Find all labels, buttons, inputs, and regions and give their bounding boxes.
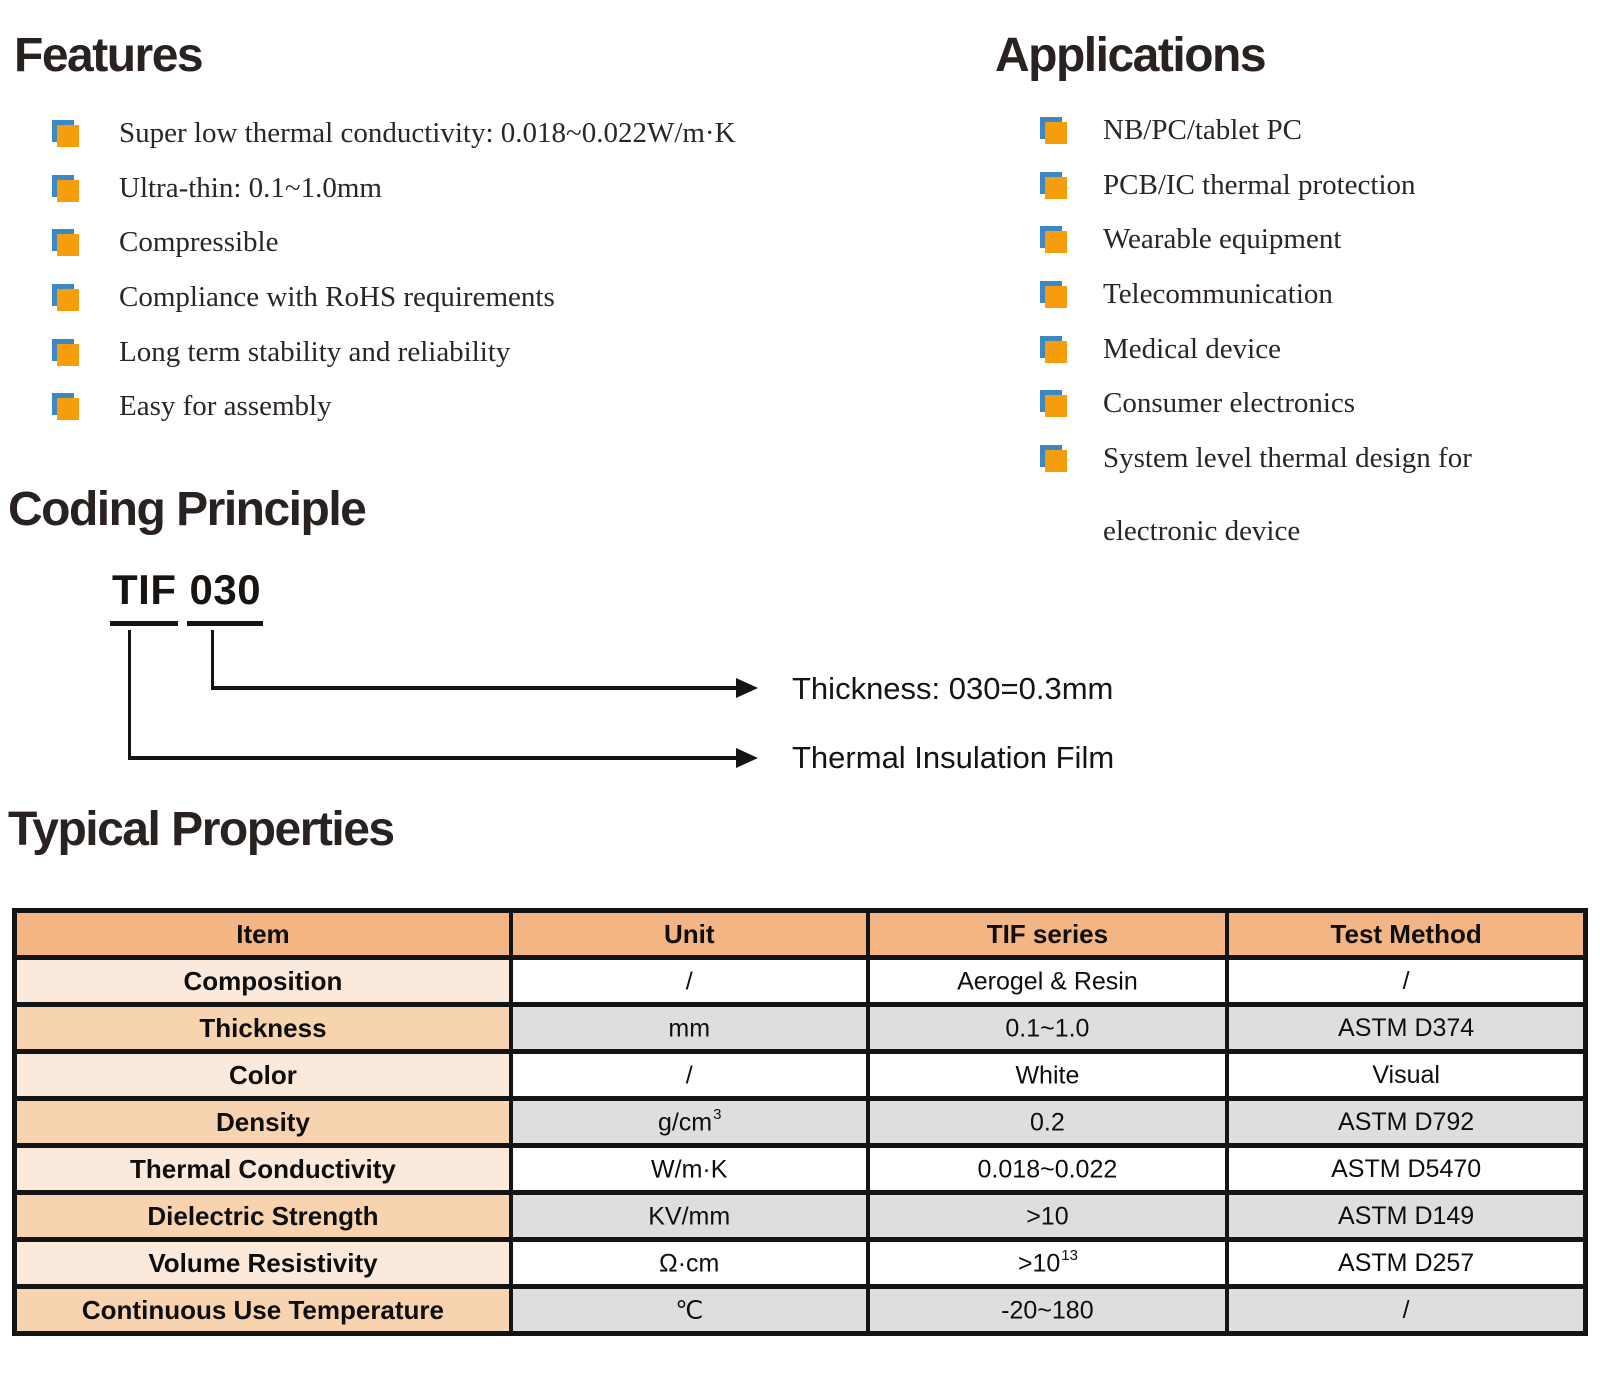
table-row	[15, 1005, 1586, 1052]
feature-item-text: Compliance with RoHS requirements	[119, 280, 555, 313]
application-item	[1040, 376, 1472, 431]
application-item	[1040, 322, 1472, 377]
cell-method: ASTM D5470	[1227, 1146, 1585, 1193]
square-bullet-icon	[1040, 336, 1067, 363]
unit-text: g/cm	[657, 1108, 713, 1137]
value-text: White	[1015, 1061, 1080, 1090]
diagram-vertical-line-suffix	[211, 630, 214, 690]
arrow-right-icon	[736, 748, 758, 768]
table-row	[15, 1193, 1586, 1240]
diagram-horizontal-line-film	[128, 756, 738, 760]
square-bullet-icon	[52, 284, 79, 311]
cell-method: ASTM D374	[1227, 1005, 1585, 1052]
cell-method: /	[1227, 1287, 1585, 1334]
cell-unit	[511, 1052, 868, 1099]
table-header-row	[15, 911, 1586, 958]
cell-unit	[511, 1005, 868, 1052]
application-item-text: Telecommunication	[1103, 277, 1333, 310]
cell-value	[868, 1099, 1228, 1146]
cell-method: ASTM D149	[1227, 1193, 1585, 1240]
applications-list	[1040, 103, 1472, 559]
square-bullet-icon	[52, 339, 79, 366]
table-row	[15, 1052, 1586, 1099]
table-row	[15, 1287, 1586, 1334]
cell-method: ASTM D792	[1227, 1099, 1585, 1146]
cell-method: ASTM D257	[1227, 1240, 1585, 1287]
cell-unit	[511, 1240, 868, 1287]
square-bullet-icon	[52, 393, 79, 420]
cell-value	[868, 1146, 1228, 1193]
cell-unit	[511, 958, 868, 1005]
cell-unit	[511, 1193, 868, 1240]
feature-item-text: Long term stability and reliability	[119, 335, 511, 368]
application-item-continuation	[1040, 504, 1472, 559]
table-row	[15, 1240, 1586, 1287]
application-item	[1040, 103, 1472, 158]
header-item: Item	[15, 911, 511, 958]
cell-item: Dielectric Strength	[15, 1193, 511, 1240]
cell-item: Thermal Conductivity	[15, 1146, 511, 1193]
unit-text: ℃	[675, 1296, 704, 1325]
feature-item	[52, 215, 736, 270]
feature-item	[52, 270, 736, 325]
value-text: Aerogel & Resin	[957, 967, 1138, 996]
square-bullet-icon	[1040, 117, 1067, 144]
square-bullet-icon	[52, 120, 79, 147]
cell-method: Visual	[1227, 1052, 1585, 1099]
coding-principle-title: Coding Principle	[8, 483, 366, 536]
properties-table	[12, 908, 1588, 1336]
feature-item	[52, 161, 736, 216]
applications-title: Applications	[995, 29, 1266, 82]
application-item-text: Wearable equipment	[1103, 223, 1342, 256]
cell-item: Color	[15, 1052, 511, 1099]
header-tif-series: TIF series	[868, 911, 1228, 958]
film-label: Thermal Insulation Film	[792, 740, 1115, 775]
feature-item	[52, 106, 736, 161]
square-bullet-icon	[1040, 390, 1067, 417]
application-item-text: Consumer electronics	[1103, 387, 1356, 420]
cell-value	[868, 1240, 1228, 1287]
header-test-method: Test Method	[1227, 911, 1585, 958]
unit-text: /	[685, 967, 693, 996]
unit-text: W/m·K	[651, 1155, 728, 1184]
application-item-text: Medical device	[1103, 332, 1281, 365]
value-text: >10	[1026, 1202, 1069, 1231]
application-item	[1040, 212, 1472, 267]
cell-unit	[511, 1287, 868, 1334]
cell-item: Volume Resistivity	[15, 1240, 511, 1287]
cell-value	[868, 1287, 1228, 1334]
cell-value	[868, 1193, 1228, 1240]
cell-item: Composition	[15, 958, 511, 1005]
unit-text: KV/mm	[648, 1202, 731, 1231]
application-item	[1040, 267, 1472, 322]
application-item-text: NB/PC/tablet PC	[1103, 113, 1303, 146]
cell-value	[868, 1005, 1228, 1052]
cell-item: Continuous Use Temperature	[15, 1287, 511, 1334]
table-row	[15, 1099, 1586, 1146]
application-item	[1040, 431, 1472, 486]
product-code	[110, 566, 263, 626]
cell-method: /	[1227, 958, 1585, 1005]
unit-text: Ω·cm	[659, 1249, 720, 1278]
square-bullet-icon	[52, 175, 79, 202]
cell-value	[868, 1052, 1228, 1099]
table-row	[15, 958, 1586, 1005]
application-item-text: electronic device	[1103, 514, 1301, 547]
unit-text: mm	[668, 1014, 711, 1043]
value-text: -20~180	[1001, 1296, 1094, 1325]
cell-item: Thickness	[15, 1005, 511, 1052]
unit-text: /	[685, 1061, 693, 1090]
cell-value	[868, 958, 1228, 1005]
value-text: 0.2	[1030, 1108, 1065, 1137]
square-bullet-icon	[1040, 172, 1067, 199]
code-prefix: TIF	[110, 566, 178, 626]
application-item	[1040, 158, 1472, 213]
application-item-text: PCB/IC thermal protection	[1103, 168, 1416, 201]
code-suffix: 030	[187, 566, 263, 626]
feature-item-text: Easy for assembly	[119, 390, 332, 423]
features-list	[52, 106, 736, 434]
value-text: 0.1~1.0	[1005, 1014, 1090, 1043]
feature-item-text: Ultra-thin: 0.1~1.0mm	[119, 171, 382, 204]
features-title: Features	[14, 29, 203, 82]
arrow-right-icon	[736, 678, 758, 698]
feature-item	[52, 325, 736, 380]
square-bullet-icon	[1040, 226, 1067, 253]
value-text: >10	[1017, 1249, 1061, 1278]
value-text: 0.018~0.022	[977, 1155, 1118, 1184]
table-row	[15, 1146, 1586, 1193]
application-item-text: System level thermal design for	[1103, 441, 1472, 474]
feature-item	[52, 379, 736, 434]
cell-unit	[511, 1099, 868, 1146]
diagram-horizontal-line-thickness	[211, 686, 738, 690]
diagram-vertical-line-prefix	[128, 630, 131, 759]
feature-item-text: Super low thermal conductivity: 0.018~0.022W/m·K	[119, 116, 736, 149]
square-bullet-icon	[1040, 445, 1067, 472]
feature-item-text: Compressible	[119, 226, 279, 259]
cell-item: Density	[15, 1099, 511, 1146]
square-bullet-icon	[1040, 281, 1067, 308]
cell-unit	[511, 1146, 868, 1193]
typical-properties-title: Typical Properties	[8, 803, 394, 856]
square-bullet-icon	[52, 229, 79, 256]
value-sup: 13	[1061, 1246, 1078, 1264]
thickness-label: Thickness: 030=0.3mm	[792, 671, 1114, 706]
header-unit: Unit	[511, 911, 868, 958]
unit-sup: 3	[713, 1105, 722, 1123]
